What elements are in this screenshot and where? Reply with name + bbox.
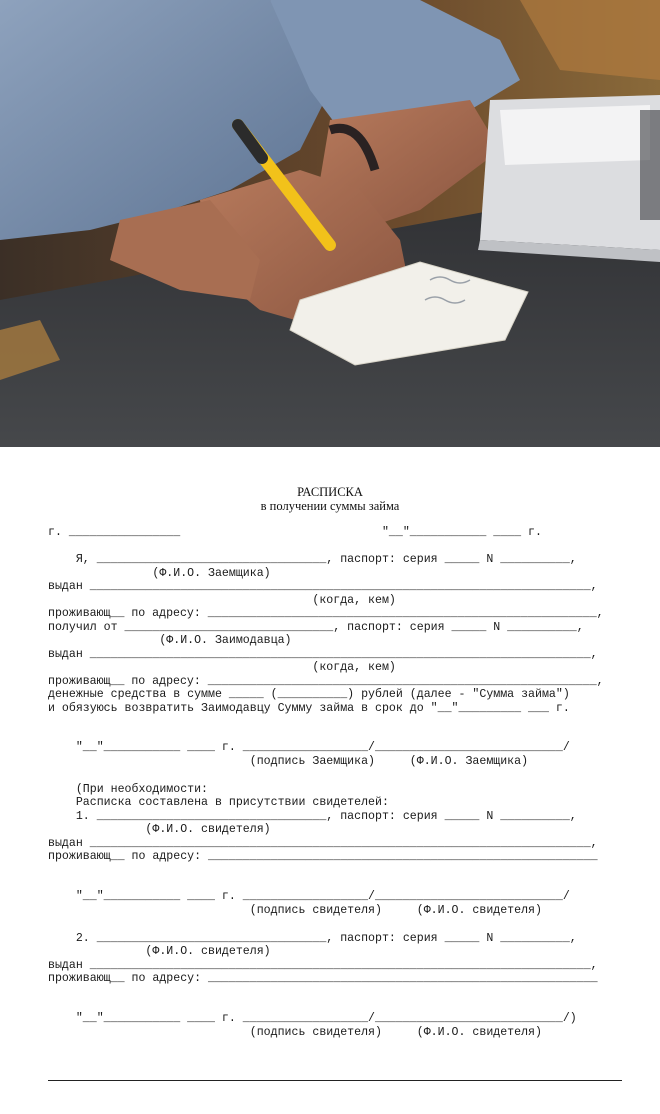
borrower-address-line: проживающ__ по адресу: ________________________________________________________, — [48, 607, 604, 620]
witness-2-issued-line: выдан ________________________________________________________________________, — [48, 959, 598, 972]
document-title: РАСПИСКА — [297, 485, 363, 499]
borrower-signature-line: "__"___________ ____ г. __________________/___________________________/ — [48, 741, 570, 754]
witness-2-signature-caption: (подпись свидетеля) (Ф.И.О. свидетеля) — [48, 1026, 542, 1039]
witness-2-signature-line: "__"___________ ____ г. __________________/___________________________/) — [48, 1012, 577, 1025]
witness-2-address-line: проживающ__ по адресу: ________________________________________________________ — [48, 972, 598, 985]
witness-2-line: 2. _________________________________, паспорт: серия _____ N __________, — [48, 932, 577, 945]
witness-1-caption: (Ф.И.О. свидетеля) — [48, 823, 271, 836]
witness-1-signature-caption: (подпись свидетеля) (Ф.И.О. свидетеля) — [48, 904, 542, 917]
lender-name-caption: (Ф.И.О. Заимодавца) — [48, 634, 292, 647]
bottom-divider — [48, 1080, 622, 1081]
repayment-line: и обязуюсь возвратить Заимодавцу Сумму займа в срок до "__"_________ ___ г. — [48, 702, 570, 715]
receipt-document — [0, 447, 660, 1114]
writing-hand-photo — [0, 0, 660, 447]
lender-address-line: проживающ__ по адресу: ________________________________________________________, — [48, 675, 604, 688]
witness-1-issued-line: выдан ________________________________________________________________________, — [48, 837, 598, 850]
header-photo — [0, 0, 660, 447]
issued-caption-2: (когда, кем) — [48, 661, 396, 674]
witness-heading: Расписка составлена в присутствии свидетелей: — [48, 796, 389, 809]
witness-2-caption: (Ф.И.О. свидетеля) — [48, 945, 271, 958]
borrower-name-caption: (Ф.И.О. Заемщика) — [48, 567, 271, 580]
witness-note: (При необходимости: — [48, 783, 209, 796]
lender-line: получил от ______________________________, паспорт: серия _____ N __________, — [48, 621, 584, 634]
city-date-line: г. ________________ "__"___________ ____ г. — [48, 526, 542, 539]
witness-1-signature-line: "__"___________ ____ г. __________________/___________________________/ — [48, 890, 570, 903]
amount-line: денежные средства в сумме _____ (__________) рублей (далее - "Сумма займа") — [48, 688, 570, 701]
document-subtitle: в получении суммы займа — [260, 499, 400, 513]
borrower-line: Я, _________________________________, паспорт: серия _____ N __________, — [48, 553, 577, 566]
lender-issued-line: выдан ________________________________________________________________________, — [48, 648, 598, 661]
issued-caption: (когда, кем) — [48, 594, 396, 607]
witness-1-address-line: проживающ__ по адресу: ________________________________________________________ — [48, 850, 598, 863]
borrower-signature-caption: (подпись Заемщика) (Ф.И.О. Заемщика) — [48, 755, 529, 768]
borrower-issued-line: выдан ________________________________________________________________________, — [48, 580, 598, 593]
witness-1-line: 1. _________________________________, паспорт: серия _____ N __________, — [48, 810, 577, 823]
